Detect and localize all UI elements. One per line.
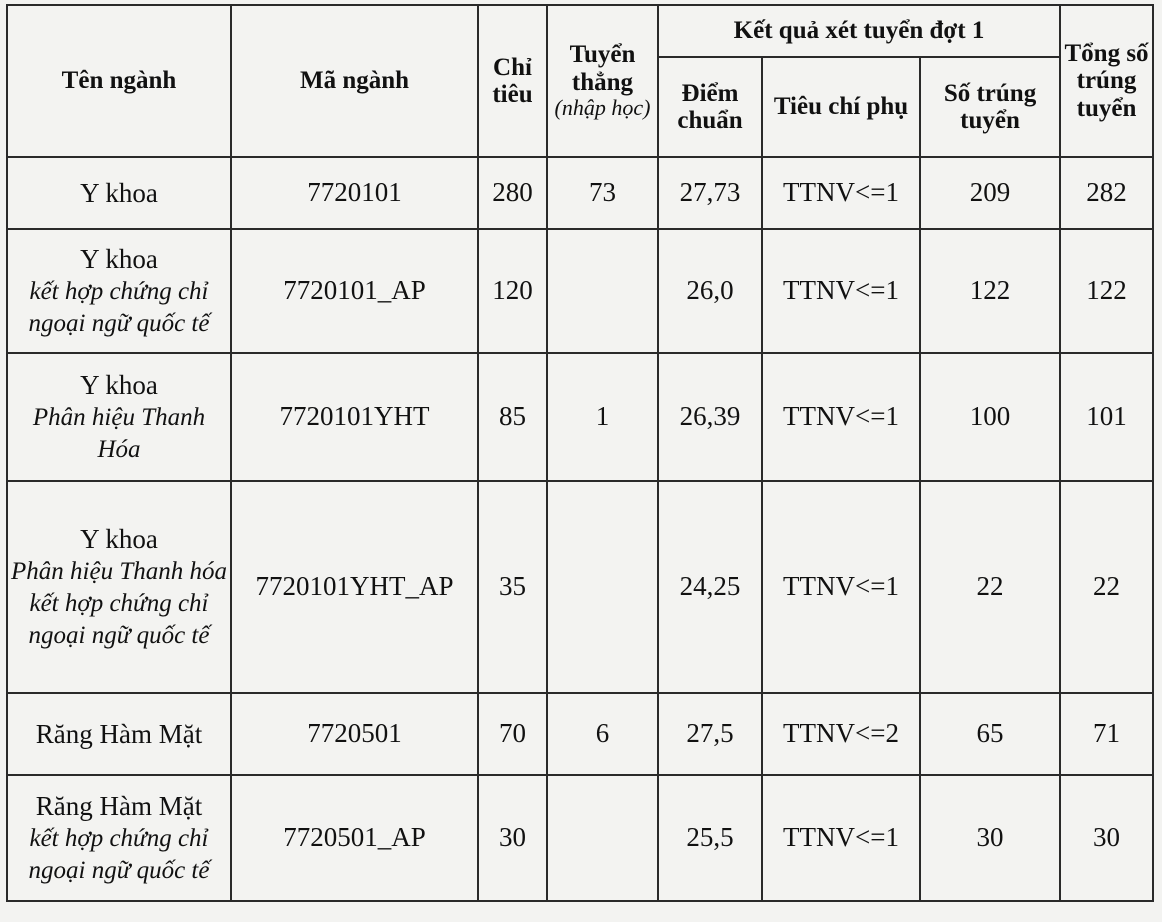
- criteria-value: TTNV<=2: [762, 693, 920, 775]
- major-cell: [7, 481, 231, 693]
- direct-admission-value: 6: [547, 693, 658, 775]
- total-value: 71: [1060, 693, 1153, 775]
- major-cell: [7, 693, 231, 775]
- table-header: [7, 5, 1153, 157]
- major-subtitle: Phân hiệu Thanh Hóa: [32, 404, 206, 464]
- major-subtitle: Phân hiệu Thanh hóa kết hợp chứng chỉ ngoại ngữ quốc tế: [11, 558, 227, 650]
- major-name: Răng Hàm Mặt: [35, 718, 203, 749]
- total-value: 282: [1060, 157, 1153, 229]
- total-value: 22: [1060, 481, 1153, 693]
- header-direct-admission-note: (nhập học): [554, 95, 651, 121]
- direct-admission-value: 1: [547, 353, 658, 481]
- admitted-value: 122: [920, 229, 1060, 353]
- header-direct-admission: [547, 5, 658, 157]
- header-total-admitted: Tổng số trúng tuyển: [1060, 5, 1153, 157]
- major-cell: [7, 775, 231, 901]
- major-cell: [7, 353, 231, 481]
- direct-admission-value: [547, 229, 658, 353]
- admitted-value: 209: [920, 157, 1060, 229]
- header-row-top: [7, 5, 1153, 57]
- benchmark-value: 24,25: [658, 481, 762, 693]
- admitted-value: 65: [920, 693, 1060, 775]
- table-row: [7, 693, 1153, 775]
- table-row: [7, 353, 1153, 481]
- quota-value: 280: [478, 157, 547, 229]
- total-value: 30: [1060, 775, 1153, 901]
- benchmark-value: 26,0: [658, 229, 762, 353]
- direct-admission-value: [547, 775, 658, 901]
- table-row: [7, 481, 1153, 693]
- major-code: 7720101YHT_AP: [231, 481, 478, 693]
- major-name: Y khoa: [80, 243, 158, 274]
- major-code: 7720501_AP: [231, 775, 478, 901]
- header-major-name: Tên ngành: [7, 5, 231, 157]
- table-row: [7, 775, 1153, 901]
- total-value: 101: [1060, 353, 1153, 481]
- major-code: 7720101_AP: [231, 229, 478, 353]
- major-name: Y khoa: [80, 177, 158, 208]
- header-quota: Chỉ tiêu: [478, 5, 547, 157]
- criteria-value: TTNV<=1: [762, 157, 920, 229]
- quota-value: 85: [478, 353, 547, 481]
- major-cell: [7, 229, 231, 353]
- major-code: 7720101YHT: [231, 353, 478, 481]
- major-name: Y khoa: [80, 369, 158, 400]
- benchmark-value: 27,73: [658, 157, 762, 229]
- admitted-value: 30: [920, 775, 1060, 901]
- criteria-value: TTNV<=1: [762, 353, 920, 481]
- direct-admission-value: [547, 481, 658, 693]
- header-secondary-criteria: Tiêu chí phụ: [762, 57, 920, 157]
- admitted-value: 100: [920, 353, 1060, 481]
- major-subtitle: kết hợp chứng chỉ ngoại ngữ quốc tế: [28, 278, 210, 338]
- header-major-code: Mã ngành: [231, 5, 478, 157]
- admission-results-table: [6, 4, 1154, 902]
- major-name: Răng Hàm Mặt: [35, 790, 203, 821]
- header-admitted-count: Số trúng tuyển: [920, 57, 1060, 157]
- major-cell: [7, 157, 231, 229]
- table-body: [7, 157, 1153, 901]
- admitted-value: 22: [920, 481, 1060, 693]
- quota-value: 120: [478, 229, 547, 353]
- criteria-value: TTNV<=1: [762, 481, 920, 693]
- table-row: [7, 157, 1153, 229]
- table-row: [7, 229, 1153, 353]
- benchmark-value: 25,5: [658, 775, 762, 901]
- header-direct-admission-label: Tuyển thẳng: [569, 41, 636, 96]
- major-subtitle: kết hợp chứng chỉ ngoại ngữ quốc tế: [28, 825, 210, 885]
- major-name: Y khoa: [80, 523, 158, 554]
- quota-value: 35: [478, 481, 547, 693]
- header-benchmark: Điểm chuẩn: [658, 57, 762, 157]
- benchmark-value: 27,5: [658, 693, 762, 775]
- criteria-value: TTNV<=1: [762, 775, 920, 901]
- quota-value: 30: [478, 775, 547, 901]
- header-round1-group: Kết quả xét tuyển đợt 1: [658, 5, 1060, 57]
- total-value: 122: [1060, 229, 1153, 353]
- major-code: 7720501: [231, 693, 478, 775]
- quota-value: 70: [478, 693, 547, 775]
- major-code: 7720101: [231, 157, 478, 229]
- criteria-value: TTNV<=1: [762, 229, 920, 353]
- direct-admission-value: 73: [547, 157, 658, 229]
- benchmark-value: 26,39: [658, 353, 762, 481]
